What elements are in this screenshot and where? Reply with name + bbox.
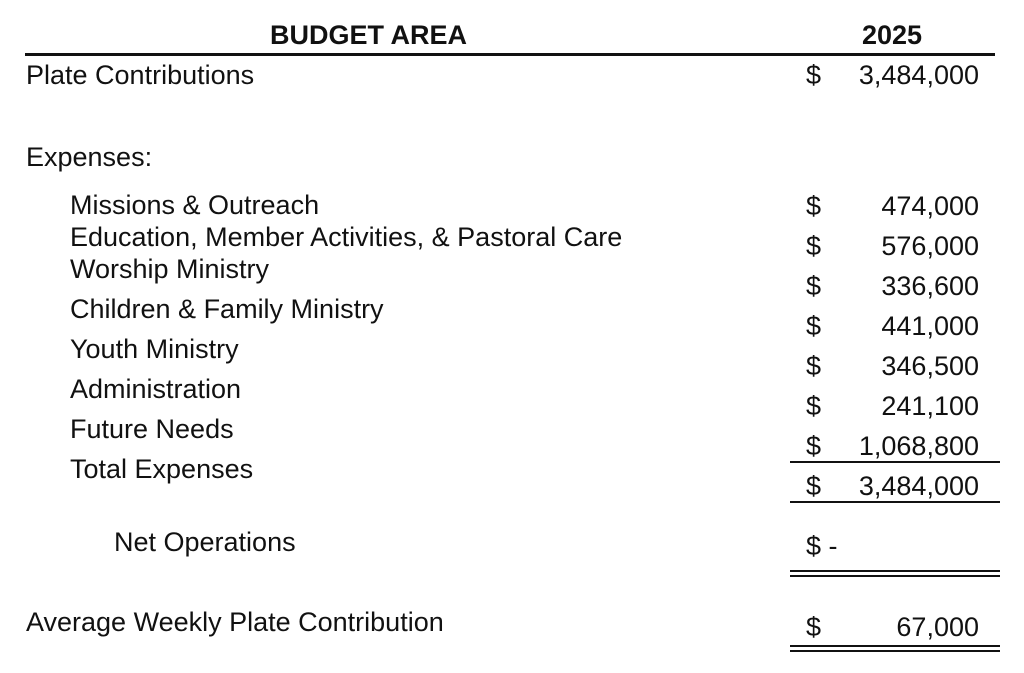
plate-contributions-amount: 3,484,000 xyxy=(858,60,979,90)
year-header: 2025 xyxy=(862,20,923,50)
expense-currency-worship: $ xyxy=(806,271,822,301)
expense-currency-future-needs: $ xyxy=(806,431,822,461)
subtotal-rule xyxy=(790,461,1000,463)
average-double-rule-bottom xyxy=(790,650,1000,652)
total-expenses-currency: $ xyxy=(806,471,822,501)
expense-amount-missions: 474,000 xyxy=(881,191,979,221)
average-double-rule-top xyxy=(790,645,1000,647)
expense-amount-administration: 241,100 xyxy=(881,391,979,421)
expenses-heading: Expenses: xyxy=(26,142,153,172)
expense-amount-children: 441,000 xyxy=(881,311,979,341)
expense-label-youth: Youth Ministry xyxy=(70,334,239,364)
expense-amount-future-needs: 1,068,800 xyxy=(858,431,979,461)
expense-amount-education: 576,000 xyxy=(881,231,979,261)
total-rule xyxy=(790,501,1000,503)
average-weekly-amount: 67,000 xyxy=(896,612,979,642)
average-weekly-label: Average Weekly Plate Contribution xyxy=(26,607,444,637)
budget-area-header: BUDGET AREA xyxy=(270,20,468,50)
expense-label-administration: Administration xyxy=(70,374,242,404)
total-expenses-amount: 3,484,000 xyxy=(858,471,979,501)
expense-label-education: Education, Member Activities, & Pastoral Care xyxy=(70,222,623,252)
expense-currency-missions: $ xyxy=(806,191,822,221)
expense-amount-youth: 346,500 xyxy=(881,351,979,381)
expense-currency-education: $ xyxy=(806,231,822,261)
net-operations-double-rule-top xyxy=(790,570,1000,572)
expense-currency-youth: $ xyxy=(806,351,822,381)
expense-label-children: Children & Family Ministry xyxy=(70,294,384,324)
average-weekly-currency: $ xyxy=(806,612,822,642)
net-operations-double-rule-bottom xyxy=(790,575,1000,577)
expense-label-future-needs: Future Needs xyxy=(70,414,234,444)
expense-label-worship: Worship Ministry xyxy=(70,254,270,284)
expense-amount-worship: 336,600 xyxy=(881,271,979,301)
header-rule xyxy=(25,53,995,56)
total-expenses-label: Total Expenses xyxy=(70,454,254,484)
expense-currency-administration: $ xyxy=(806,391,822,421)
net-operations-value: $ - xyxy=(806,531,838,561)
plate-contributions-label: Plate Contributions xyxy=(26,60,255,90)
expense-currency-children: $ xyxy=(806,311,822,341)
plate-contributions-currency: $ xyxy=(806,60,822,90)
expense-label-missions: Missions & Outreach xyxy=(70,190,320,220)
net-operations-label: Net Operations xyxy=(114,527,296,557)
